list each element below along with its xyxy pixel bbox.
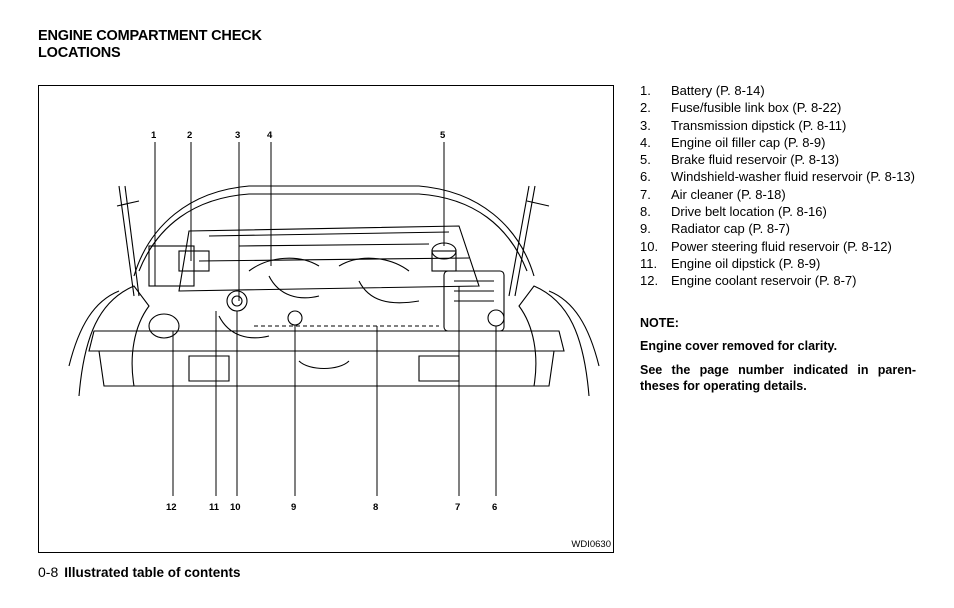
engine-illustration	[39, 86, 613, 552]
list-item-text: Brake fluid reservoir (P. 8-13)	[671, 152, 840, 168]
list-item	[640, 186, 930, 203]
list-item-number: 6.	[640, 169, 651, 185]
callout-label: 12	[166, 502, 177, 513]
list-item-text: Engine oil dipstick (P. 8-9)	[671, 255, 821, 271]
list-item-text: Transmission dipstick (P. 8-11)	[671, 117, 847, 133]
list-item	[640, 272, 930, 289]
note-paragraph: See the page number indicated in paren-theses for operating details.	[640, 363, 916, 393]
callout-label: 3	[235, 130, 241, 141]
page-title-line1: ENGINE COMPARTMENT CHECK	[38, 28, 262, 44]
list-item	[640, 99, 930, 116]
list-item	[640, 238, 930, 255]
list-item-number: 2.	[640, 100, 651, 116]
callout-label: 8	[373, 502, 379, 513]
callout-label: 9	[291, 502, 297, 513]
list-item-text: Power steering fluid reservoir (P. 8-12)	[671, 238, 892, 254]
list-item-number: 8.	[640, 204, 651, 220]
callout-label: 7	[455, 502, 461, 513]
note-heading: NOTE:	[640, 316, 679, 330]
note-paragraph: Engine cover removed for clarity.	[640, 339, 838, 353]
callout-label: 10	[230, 502, 241, 513]
figure-code: WDI0630	[571, 539, 611, 550]
page-title-line2: LOCATIONS	[38, 45, 121, 61]
list-item	[640, 220, 930, 237]
bottom-callouts	[166, 502, 497, 513]
list-item	[640, 168, 930, 185]
check-locations-list	[640, 82, 930, 290]
list-item-text: Engine oil filler cap (P. 8-9)	[671, 134, 826, 150]
list-item	[640, 255, 930, 272]
callout-label: 6	[492, 502, 498, 513]
callout-label: 2	[187, 130, 193, 141]
list-item-text: Air cleaner (P. 8-18)	[671, 186, 786, 202]
page-number: 0-8	[38, 564, 59, 580]
list-item-number: 9.	[640, 221, 651, 237]
list-item	[640, 151, 930, 168]
page-title	[38, 28, 338, 62]
list-item-number: 10.	[640, 238, 659, 254]
list-item-text: Fuse/fusible link box (P. 8-22)	[671, 100, 842, 116]
list-item-text: Radiator cap (P. 8-7)	[671, 221, 790, 237]
list-item-number: 4.	[640, 134, 651, 150]
list-item	[640, 134, 930, 151]
engine-compartment-figure	[38, 85, 614, 553]
list-item	[640, 82, 930, 99]
callout-label: 5	[440, 130, 446, 141]
list-item-number: 12.	[640, 273, 659, 289]
callout-label: 4	[267, 130, 273, 141]
page-footer	[38, 564, 241, 580]
callout-label: 1	[151, 130, 157, 141]
list-item-text: Windshield-washer fluid reservoir (P. 8-13)	[671, 169, 915, 185]
section-title: Illustrated table of contents	[64, 565, 241, 580]
list-item	[640, 203, 930, 220]
list-item-text: Drive belt location (P. 8-16)	[671, 204, 827, 220]
callout-label: 11	[209, 502, 220, 513]
list-item-number: 3.	[640, 117, 651, 133]
list-item-number: 11.	[640, 255, 658, 271]
list-item-number: 5.	[640, 152, 651, 168]
top-callouts	[151, 130, 446, 141]
list-item	[640, 117, 930, 134]
list-item-number: 1.	[640, 83, 651, 98]
list-item-number: 7.	[640, 186, 651, 202]
list-item-text: Engine coolant reservoir (P. 8-7)	[671, 273, 857, 289]
list-item-text: Battery (P. 8-14)	[671, 83, 765, 98]
